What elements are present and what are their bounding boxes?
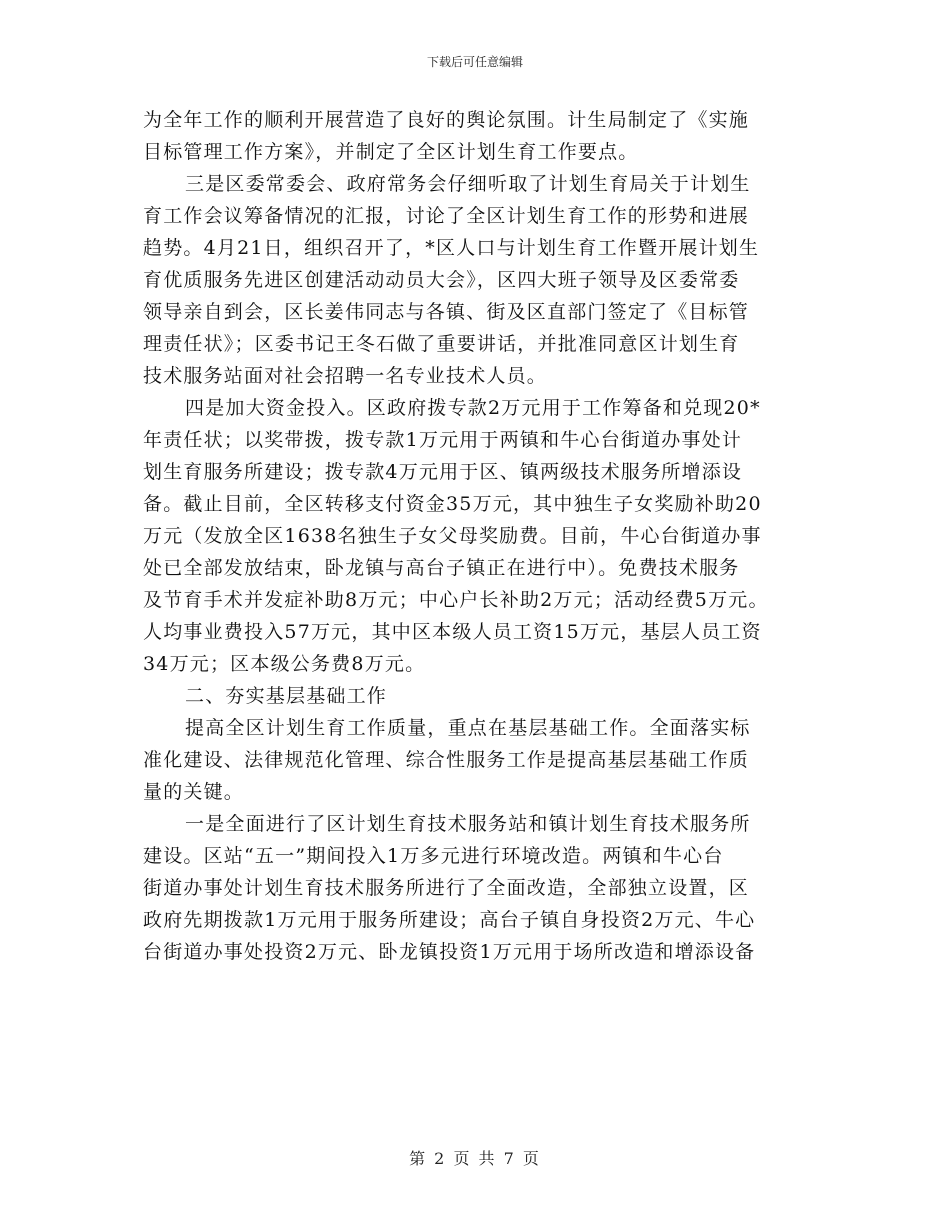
text-line: 处已全部发放结束，卧龙镇与高台子镇正在进行中）。免费技术服务	[143, 557, 740, 579]
text-line: 政府先期拨款1万元用于服务所建设；高台子镇自身投资2万元、牛心	[143, 909, 756, 931]
text-line: 34万元；区本级公务费8万元。	[143, 653, 426, 675]
text-line: 量的关键。	[143, 781, 245, 803]
text-line: 育优质服务先进区创建活动动员大会》，区四大班子领导及区委常委	[143, 269, 740, 291]
page-header-note: 下载后可任意编辑	[426, 55, 523, 69]
paragraph-start-line: 一是全面进行了区计划生育技术服务站和镇计划生育技术服务所	[185, 813, 751, 835]
paragraph-start-line: 三是区委常委会、政府常务会仔细听取了计划生育局关于计划生	[185, 173, 751, 195]
text-line: 建设。区站“五一”期间投入1万多元进行环境改造。两镇和牛心台	[143, 845, 724, 867]
section-heading: 二、夯实基层基础工作	[185, 685, 388, 707]
text-line: 人均事业费投入57万元，其中区本级人员工资15万元，基层人员工资	[143, 621, 762, 643]
paragraph-start-line: 四是加大资金投入。区政府拨专款2万元用于工作筹备和兑现20*	[185, 397, 761, 419]
text-line: 准化建设、法律规范化管理、综合性服务工作是提高基层基础工作质	[143, 749, 750, 771]
page-number: 第 2 页 共 7 页	[409, 1149, 541, 1168]
text-line: 年责任状；以奖带拨，拨专款1万元用于两镇和牛心台街道办事处计	[143, 429, 743, 451]
text-line: 万元（发放全区1638名独生子女父母奖励费。目前，牛心台街道办事	[143, 525, 762, 547]
text-line: 划生育服务所建设；拨专款4万元用于区、镇两级技术服务所增添设	[143, 461, 743, 483]
paragraph-start-line: 提高全区计划生育工作质量，重点在基层基础工作。全面落实标	[185, 717, 751, 739]
text-line: 街道办事处计划生育技术服务所进行了全面改造，全部独立设置，区	[143, 877, 750, 899]
text-line: 理责任状》；区委书记王冬石做了重要讲话，并批准同意区计划生育	[143, 333, 740, 355]
text-line: 趋势。4月21日，组织召开了，*区人口与计划生育工作暨开展计划生	[143, 237, 760, 259]
text-line: 技术服务站面对社会招聘一名专业技术人员。	[143, 365, 548, 387]
document-body	[143, 104, 823, 968]
text-line: 为全年工作的顺利开展营造了良好的舆论氛围。计生局制定了《实施	[143, 109, 750, 131]
text-line: 目标管理工作方案》，并制定了全区计划生育工作要点。	[143, 141, 639, 163]
text-line: 备。截止目前，全区转移支付资金35万元，其中独生子女奖励补助20	[143, 493, 762, 515]
text-line: 及节育手术并发症补助8万元；中心户长补助2万元；活动经费5万元。	[143, 589, 769, 611]
text-line: 台街道办事处投资2万元、卧龙镇投资1万元用于场所改造和增添设备	[143, 941, 756, 963]
text-line: 育工作会议筹备情况的汇报，讨论了全区计划生育工作的形势和进展	[143, 205, 750, 227]
text-line: 领导亲自到会，区长姜伟同志与各镇、街及区直部门签定了《目标管	[143, 301, 750, 323]
